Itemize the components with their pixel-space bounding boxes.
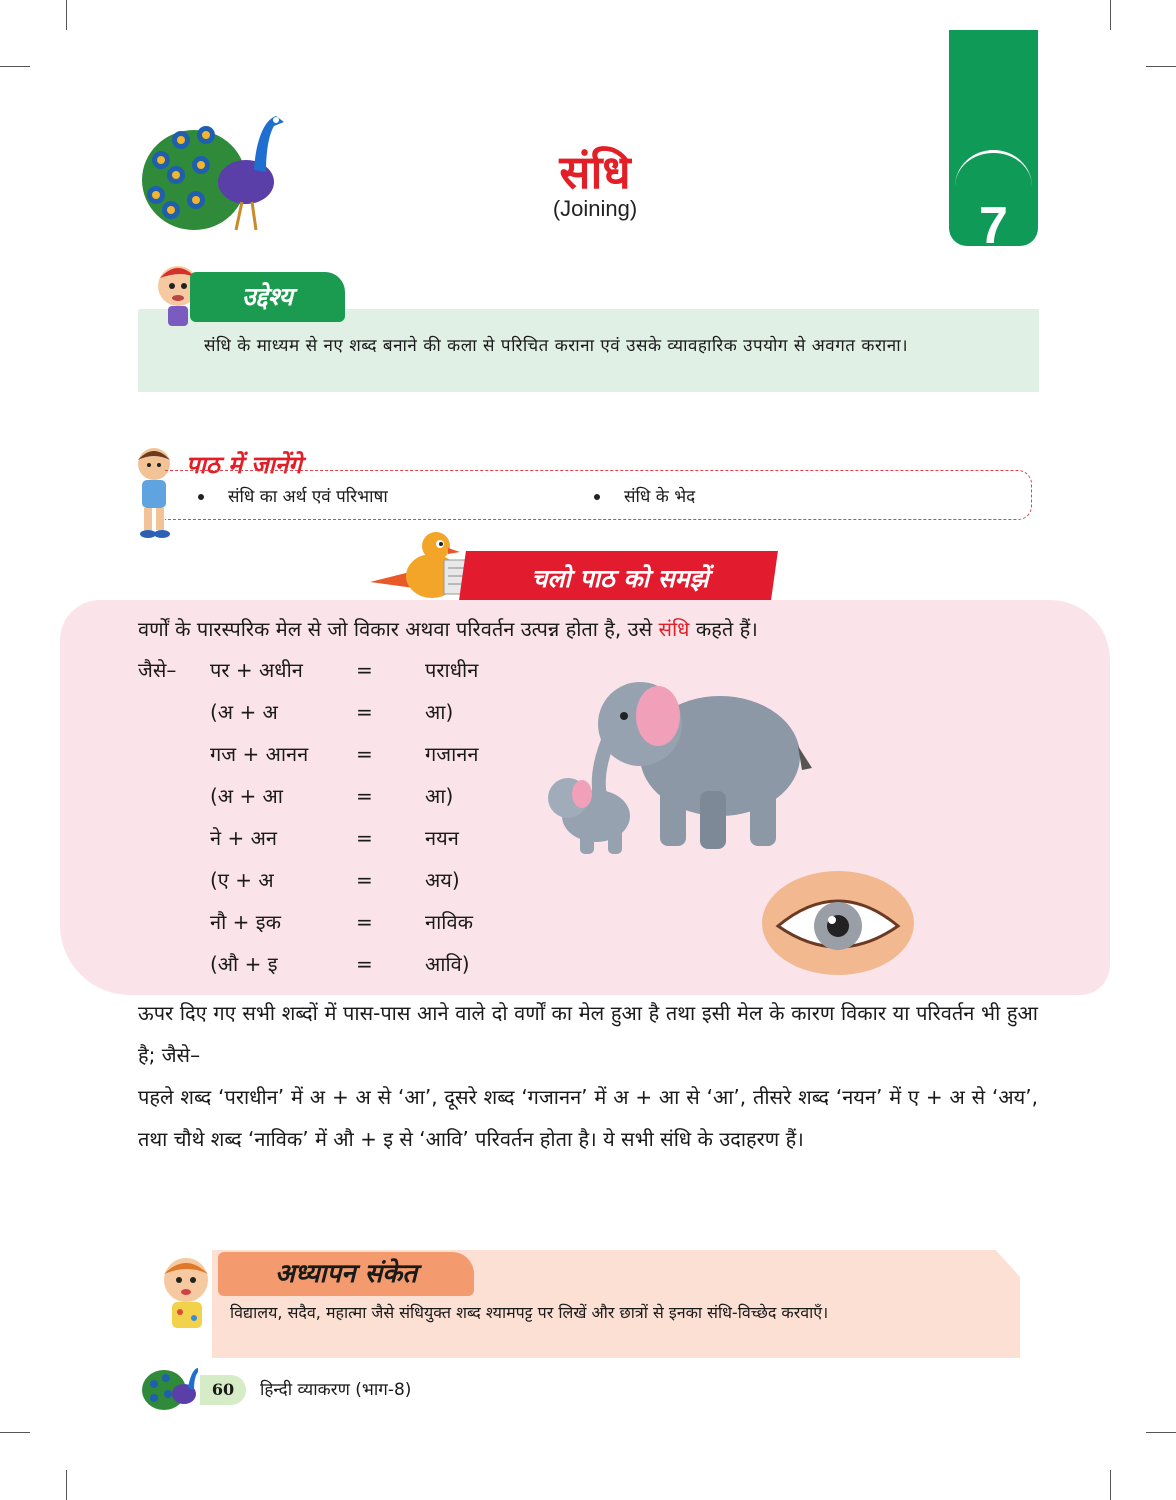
- example-equals: =: [356, 826, 373, 850]
- will-learn-item-text: संधि का अर्थ एवं परिभाषा: [228, 487, 388, 507]
- banner-title: चलो पाठ को समझें: [531, 564, 709, 593]
- example-right: गजानन: [425, 742, 479, 766]
- definition-text: वर्णों के पारस्परिक मेल से जो विकार अथवा परिवर्तन उत्पन्न होता है, उसे: [138, 617, 659, 641]
- example-left: (अ + आ: [210, 784, 283, 808]
- page-number: 60: [200, 1375, 246, 1405]
- chapter-subtitle: (Joining): [552, 196, 638, 221]
- will-learn-item-text: संधि के भेद: [624, 487, 696, 507]
- example-left: ने + अन: [210, 826, 277, 850]
- example-right: नाविक: [425, 910, 473, 934]
- crop-mark: [66, 0, 67, 30]
- definition-text-end: कहते हैं।: [689, 617, 758, 641]
- example-right: पराधीन: [425, 658, 479, 682]
- explanation-paragraph-2: पहले शब्द ‘पराधीन’ में अ + अ से ‘आ’, दूसरे शब्द ‘गजानन’ में अ + आ से ‘आ’, तीसरे शब्द ‘नयन’ में ए + अ से ‘अय’, तथा चौथे शब्द ‘नाविक’ में औ + इ से ‘आवि’ परिवर्तन होता है। ये सभी संधि के उदाहरण हैं।: [138, 1085, 1038, 1151]
- chapter-tab: [949, 30, 1038, 255]
- crop-mark: [0, 1432, 30, 1433]
- example-equals: =: [356, 868, 373, 892]
- example-equals: =: [356, 910, 373, 934]
- chapter-number: 7: [979, 197, 1008, 255]
- elephant-illustration: [540, 676, 820, 861]
- example-right: अय): [425, 868, 460, 892]
- example-equals: =: [356, 742, 373, 766]
- teaching-hint-text: विद्यालय, सदैव, महात्मा जैसे संधियुक्त शब्द श्यामपट्ट पर लिखें और छात्रों से इनका संधि-विच्छेद करवाएँ।: [230, 1303, 829, 1322]
- example-right: आवि): [425, 952, 470, 976]
- example-right: नयन: [425, 826, 459, 850]
- will-learn-label: पाठ में जानेंगे: [186, 451, 302, 479]
- crop-mark: [66, 1470, 67, 1500]
- book-title: हिन्दी व्याकरण (भाग-8): [260, 1380, 412, 1400]
- crop-mark: [1110, 0, 1111, 30]
- examples-prefix: जैसे–: [138, 658, 177, 682]
- example-equals: =: [356, 658, 373, 682]
- example-left: गज + आनन: [210, 742, 309, 766]
- example-right: आ): [425, 700, 454, 724]
- chapter-title: संधि: [559, 145, 631, 199]
- example-right: आ): [425, 784, 454, 808]
- will-learn-item: [594, 484, 695, 507]
- example-equals: =: [356, 700, 373, 724]
- definition-paragraph: [138, 608, 1038, 650]
- crop-mark: [1146, 66, 1176, 67]
- crop-mark: [1110, 1470, 1111, 1500]
- explanation-paragraph-1: ऊपर दिए गए सभी शब्दों में पास-पास आने वाले दो वर्णों का मेल हुआ है तथा इसी मेल के कारण विकार या परिवर्तन भी हुआ है; जैसे–: [138, 1001, 1038, 1067]
- example-left: (अ + अ: [210, 700, 278, 724]
- peacock-illustration: [136, 100, 296, 240]
- objective-label: उद्देश्य: [190, 272, 345, 322]
- teaching-hint-label: अध्यापन संकेत: [218, 1252, 474, 1296]
- objective-text: संधि के माध्यम से नए शब्द बनाने की कला से परिचित कराना एवं उसके व्यावहारिक उपयोग से अवगत कराना।: [204, 336, 909, 356]
- example-left: (औ + इ: [210, 952, 278, 976]
- eye-illustration: [758, 868, 918, 978]
- definition-highlight: संधि: [658, 617, 690, 641]
- example-equals: =: [356, 784, 373, 808]
- crop-mark: [1146, 1432, 1176, 1433]
- example-left: (ए + अ: [210, 868, 274, 892]
- will-learn-item: [198, 484, 388, 507]
- footer-peacock-icon: [140, 1362, 200, 1414]
- boy-teacher-icon: [158, 1252, 218, 1332]
- example-equals: =: [356, 952, 373, 976]
- crop-mark: [0, 66, 30, 67]
- example-left: नौ + इक: [210, 910, 281, 934]
- bullet-icon: [198, 494, 204, 500]
- bullet-icon: [594, 494, 600, 500]
- example-left: पर + अधीन: [210, 658, 303, 682]
